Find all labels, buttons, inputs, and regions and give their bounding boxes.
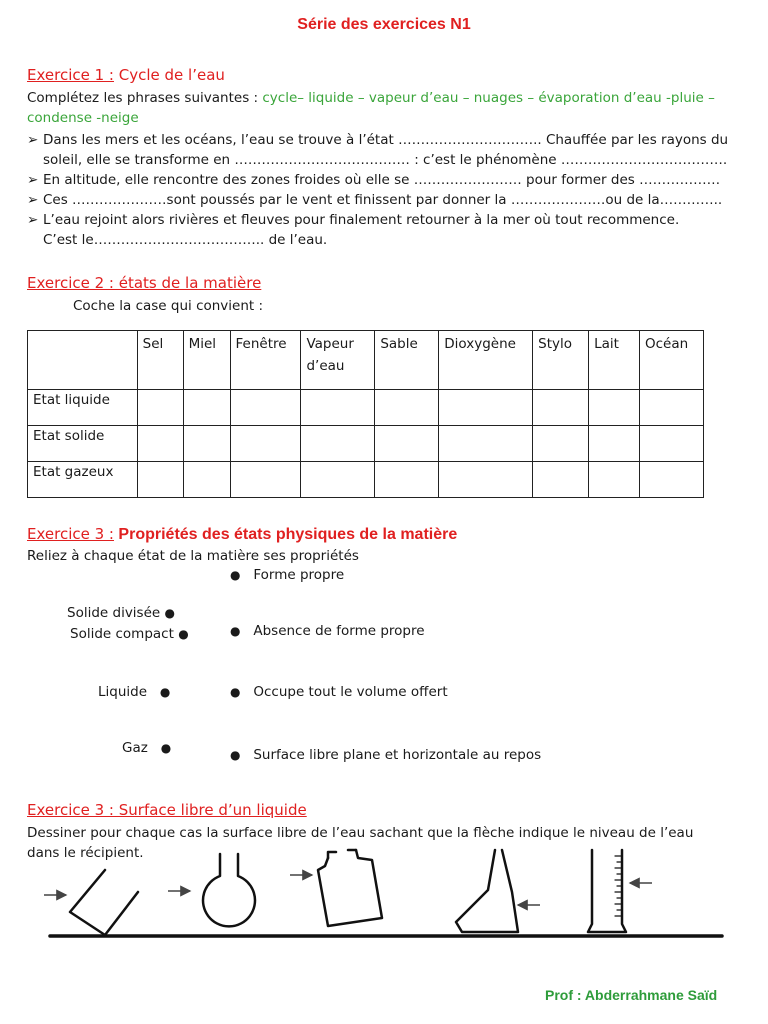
state-label: Liquide <box>98 684 148 700</box>
row-header: Etat gazeux <box>28 462 138 498</box>
row-header: Etat liquide <box>28 390 138 426</box>
arrow-bullet-icon: ➢ <box>27 212 39 228</box>
sentence-4b: C’est le……………………………….. de l’eau. <box>43 232 328 248</box>
checkbox-cell[interactable] <box>589 462 640 498</box>
checkbox-cell[interactable] <box>639 462 703 498</box>
column-header: Océan <box>639 331 703 390</box>
connector-dot[interactable]: ● <box>159 685 171 699</box>
property-label: Forme propre <box>253 567 345 583</box>
tilted-beaker-icon <box>70 870 138 935</box>
exercise-1-label: Exercice 1 : <box>27 66 114 84</box>
round-flask-icon <box>203 854 255 926</box>
checkbox-cell[interactable] <box>230 462 301 498</box>
exercise-2-instruction: Coche la case qui convient : <box>73 298 264 314</box>
checkbox-cell[interactable] <box>589 426 640 462</box>
checkbox-cell[interactable] <box>439 426 533 462</box>
property-item <box>230 623 425 639</box>
checkbox-cell[interactable] <box>230 390 301 426</box>
checkbox-cell[interactable] <box>183 462 230 498</box>
arrow-bullet-icon: ➢ <box>27 172 39 188</box>
state-label: Gaz <box>122 740 148 756</box>
checkbox-cell[interactable] <box>137 390 183 426</box>
state-item <box>122 740 171 756</box>
table-row <box>28 426 704 462</box>
state-label: Solide compact <box>70 626 174 642</box>
checkbox-cell[interactable] <box>183 390 230 426</box>
tilted-bottle-icon <box>318 850 382 926</box>
checkbox-cell[interactable] <box>533 390 589 426</box>
exercise-1-topic: Cycle de l’eau <box>113 66 225 84</box>
property-label: Absence de forme propre <box>253 623 425 639</box>
checkbox-cell[interactable] <box>301 390 375 426</box>
table-header-row <box>28 331 704 390</box>
exercise-4-heading: Exercice 3 : Surface libre d’un liquide <box>27 801 307 819</box>
column-header: Vapeur d’eau <box>301 331 375 390</box>
property-label: Surface libre plane et horizontale au repos <box>253 747 542 763</box>
checkbox-cell[interactable] <box>439 390 533 426</box>
checkbox-cell[interactable] <box>301 462 375 498</box>
exercise-3-heading <box>27 525 457 544</box>
exercise-3-instruction: Reliez à chaque état de la matière ses propriétés <box>27 548 359 564</box>
state-label: Solide divisée <box>67 605 161 621</box>
table-row <box>28 390 704 426</box>
sentence-3-text: Ces …………………sont poussés par le vent et finissent par donner la …………………ou de la………….. <box>43 192 723 208</box>
sentence-2-text: En altitude, elle rencontre des zones froides où elle se …………………… pour former des ……………… <box>43 172 721 188</box>
table-row <box>28 462 704 498</box>
exercise-4-instruction-1: Dessiner pour chaque cas la surface libre de l’eau sachant que la flèche indique le niveau de l’eau <box>27 825 694 841</box>
property-label: Occupe tout le volume offert <box>253 684 448 700</box>
checkbox-cell[interactable] <box>137 426 183 462</box>
checkbox-cell[interactable] <box>639 426 703 462</box>
checkbox-cell[interactable] <box>301 426 375 462</box>
checkbox-cell[interactable] <box>183 426 230 462</box>
arrow-bullet-icon: ➢ <box>27 192 39 208</box>
sentence-4a-text: L’eau rejoint alors rivières et fleuves pour finalement retourner à la mer où tout recommence. <box>43 212 680 228</box>
connector-dot[interactable]: ● <box>164 606 175 620</box>
table-corner-cell <box>28 331 138 390</box>
state-item <box>70 626 189 642</box>
containers-figure <box>0 840 768 950</box>
connector-dot[interactable]: ● <box>230 748 241 762</box>
exercise-1-intro: Complétez les phrases suivantes : <box>27 90 263 106</box>
connector-dot[interactable]: ● <box>230 685 241 699</box>
checkbox-cell[interactable] <box>137 462 183 498</box>
checkbox-cell[interactable] <box>533 462 589 498</box>
property-item <box>230 747 541 763</box>
column-header: Dioxygène <box>439 331 533 390</box>
sentence-1a <box>27 130 728 150</box>
property-item <box>230 567 344 583</box>
checkbox-cell[interactable] <box>230 426 301 462</box>
exercise-3-topic: Propriétés des états physiques de la matière <box>113 526 458 543</box>
sentence-3 <box>27 190 722 210</box>
exercise-3-label: Exercice 3 : <box>27 525 114 543</box>
checkbox-cell[interactable] <box>589 390 640 426</box>
state-item <box>67 605 175 621</box>
checkbox-cell[interactable] <box>375 462 439 498</box>
exercise-2-heading: Exercice 2 : états de la matière <box>27 274 262 292</box>
word-bank-2: condense -neige <box>27 110 139 126</box>
checkbox-cell[interactable] <box>533 426 589 462</box>
word-bank-1: cycle– liquide – vapeur d’eau – nuages – évaporation d’eau -pluie – <box>262 90 715 106</box>
column-header: Stylo <box>533 331 589 390</box>
connector-dot[interactable]: ● <box>230 624 241 638</box>
sentence-2 <box>27 170 720 190</box>
exercise-4-instruction-2: dans le récipient. <box>27 845 144 861</box>
column-header: Lait <box>589 331 640 390</box>
exercise-1-heading <box>27 66 225 84</box>
exercise-1-intro-line <box>27 88 715 108</box>
sentence-1b: soleil, elle se transforme en ………………………………… : c’est le phénomène ………………………………. <box>43 152 728 168</box>
connector-dot[interactable]: ● <box>178 627 189 641</box>
checkbox-cell[interactable] <box>375 426 439 462</box>
checkbox-cell[interactable] <box>639 390 703 426</box>
sentence-4a <box>27 210 679 230</box>
arrow-bullet-icon: ➢ <box>27 132 39 148</box>
page-title: Série des exercices N1 <box>297 16 471 33</box>
column-header: Miel <box>183 331 230 390</box>
checkbox-cell[interactable] <box>439 462 533 498</box>
row-header: Etat solide <box>28 426 138 462</box>
connector-dot[interactable]: ● <box>160 741 172 755</box>
column-header: Sel <box>137 331 183 390</box>
state-item <box>98 684 170 700</box>
tilted-erlenmeyer-icon <box>456 850 518 932</box>
graduated-cylinder-icon <box>588 850 626 932</box>
sentence-1a-text: Dans les mers et les océans, l’eau se trouve à l’état ………………………….. Chauffée par les rayons du <box>43 132 729 148</box>
states-table <box>27 330 704 498</box>
column-header: Sable <box>375 331 439 390</box>
connector-dot[interactable]: ● <box>230 568 241 582</box>
author-credit: Prof : Abderrahmane Saïd <box>545 987 718 1003</box>
property-item <box>230 684 448 700</box>
checkbox-cell[interactable] <box>375 390 439 426</box>
column-header: Fenêtre <box>230 331 301 390</box>
